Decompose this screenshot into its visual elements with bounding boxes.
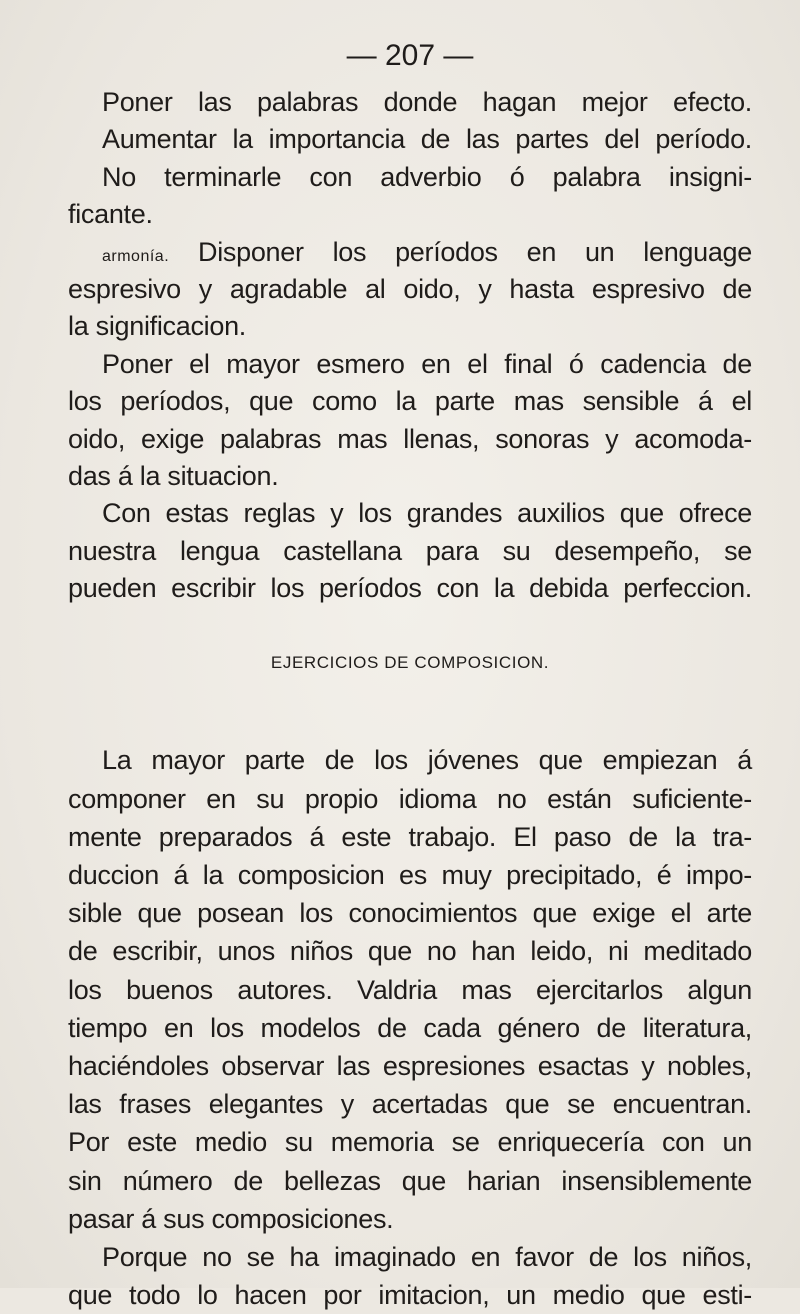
text-line: espresivo y agradable al oido, y hasta espresivo de	[68, 273, 752, 304]
text-line: La mayor parte de los jóvenes que empiezan á	[102, 745, 752, 776]
paragraph-reglas	[68, 495, 752, 607]
text-line: Poner las palabras donde hagan mejor efecto.	[102, 87, 752, 117]
text-line: Por este medio su memoria se enriquecería con un	[68, 1127, 752, 1158]
text-line	[68, 234, 752, 271]
text-line: que todo lo hacen por imitacion, un medio que esti-	[68, 1280, 752, 1311]
text-line: Poner el mayor esmero en el final ó cadencia de	[102, 348, 752, 379]
text-line: oido, exige palabras mas llenas, sonoras y acomoda-	[68, 423, 752, 454]
text-line: Aumentar la importancia de las partes del período.	[102, 124, 752, 155]
text-line: haciéndoles observar las espresiones esactas y nobles,	[68, 1050, 752, 1081]
text-line: pasar á sus composiciones.	[68, 1203, 394, 1234]
page-number: — 207 —	[346, 39, 474, 72]
text-line: Porque no se ha imaginado en favor de los niños,	[102, 1241, 752, 1272]
text-line: la significacion.	[68, 311, 246, 342]
text-line: nuestra lengua castellana para su desempeño, se	[68, 535, 752, 566]
paragraph-ninos	[68, 1238, 752, 1314]
paragraph-rules	[68, 84, 752, 234]
text-line: No terminarle con adverbio ó palabra insigni-	[102, 161, 752, 192]
text-line: los períodos, que como la parte mas sensible á el	[68, 386, 752, 417]
text-line: ficante.	[68, 199, 153, 230]
text-line: mente preparados á este trabajo. El paso de la tra-	[68, 821, 752, 852]
armonia-label: armonía.	[102, 247, 170, 265]
armonia-text: Disponer los períodos en un lenguage	[198, 236, 752, 267]
paragraph-cadencia	[68, 346, 752, 496]
text-line: sible que posean los conocimientos que exige el arte	[68, 898, 752, 929]
text-line: Con estas reglas y los grandes auxilios que ofrece	[102, 498, 752, 529]
text-line: pueden escribir los períodos con la debida perfeccion.	[68, 573, 752, 604]
text-line: sin número de bellezas que harian insensiblemente	[68, 1165, 752, 1196]
text-line: tiempo en los modelos de cada género de literatura,	[68, 1012, 752, 1043]
page-text	[68, 28, 752, 1314]
text-line: das á la situacion.	[68, 460, 279, 491]
paragraph-armonia	[68, 234, 752, 346]
text-line: las frases elegantes y acertadas que se encuentran.	[68, 1089, 752, 1120]
text-line: componer en su propio idioma no están suficiente-	[68, 783, 752, 814]
text-line: los buenos autores. Valdria mas ejercitarlos algun	[68, 974, 752, 1005]
text-line: de escribir, unos niños que no han leido, ni meditado	[68, 936, 752, 967]
paragraph-jovenes	[68, 741, 752, 1237]
section-heading: EJERCICIOS DE COMPOSICION.	[270, 653, 550, 673]
text-line: duccion á la composicion es muy precipitado, é impo-	[68, 860, 752, 891]
